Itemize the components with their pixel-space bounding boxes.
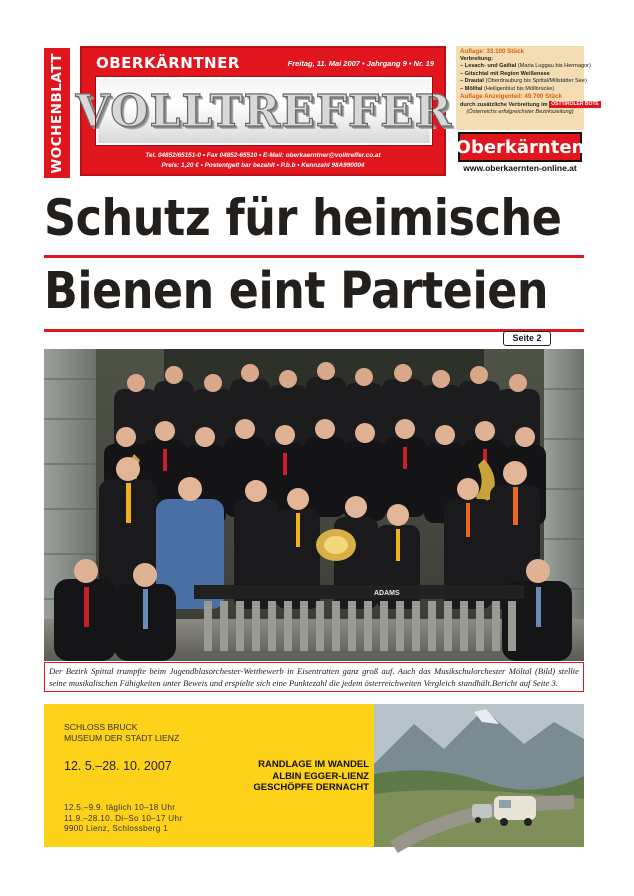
osttiroler-bote-logo: OSTTIROLER BOTE — [551, 100, 599, 107]
volltreffer-logo — [75, 77, 453, 145]
orchestra-photo-illustration — [44, 349, 584, 661]
region-item: – Drautal (Oberdrauburg bis Spittal/Millstätter See) — [460, 78, 587, 84]
region-item: – Lesach- und Gailtal (Maria Luggau bis Hermagor) — [460, 63, 591, 69]
region-item: – Gitschtal mit Region Weißensee — [460, 70, 550, 77]
headline-rule — [44, 255, 584, 258]
ad-opening-hours — [64, 803, 182, 835]
circulation-info-box — [456, 46, 599, 130]
page-reference-badge[interactable]: Seite 2 — [503, 331, 551, 346]
oberkaernten-logo[interactable]: Oberkärnten — [458, 132, 582, 162]
ad-landscape-painting — [374, 704, 584, 847]
masthead-region: OBERKÄRNTNER — [96, 54, 240, 72]
ad-hours-line-1: 12.5.–9.9. täglich 10–18 Uhr — [64, 803, 176, 812]
ad-title-line-1: RANDLAGE IM WANDEL — [258, 759, 369, 770]
ad-hours-line-2: 11.9.–28.10. Di–So 10–17 Uhr — [64, 813, 183, 823]
ad-title-line-2: ALBIN EGGER-LIENZ — [272, 770, 369, 782]
info-footnote: (Österreichs erfolgreichster Bezirkszeitung) — [466, 109, 574, 116]
issue-line: Freitag, 11. Mai 2007 • Jahrgang 9 • Nr. 19 — [287, 59, 434, 68]
side-label-text: WOCHENBLATT — [49, 52, 65, 174]
oberkaernten-url[interactable]: www.oberkaernten-online.at — [463, 163, 577, 173]
headline-line-2: Bienen eint Parteien — [44, 262, 549, 321]
museum-advertisement[interactable] — [44, 704, 584, 847]
ad-dates: 12. 5.–28. 10. 2007 — [64, 759, 172, 773]
region-item: – Mölltal (Heiligenblut bis Möllbrücke) — [460, 85, 555, 92]
headline-line-1: Schutz für heimische — [44, 189, 562, 247]
photo-caption: Der Bezirk Spittal trumpfte beim Jugendblasorchester-Wettbewerb in Eisentratten ganz groß auf. Auch das Musikschulorchester Möltal (Bild) stellte seine musikalischen Fähigkeiten unter Beweis und erspielte sich eine Punktezahl die jedem österreichweiten Vergleich standhält.Bericht auf Seite 3. — [44, 662, 584, 692]
zusatz: durch zusätzliche Verbreitung im OSTTIROLER BOTE — [460, 100, 599, 108]
ad-venue — [64, 722, 179, 743]
anzeigenteil: Auflage Anzeigenteil: 49.700 Stück — [460, 93, 562, 100]
ad-exhibition-title — [224, 759, 369, 794]
masthead-title: VOLLTREFFER — [75, 85, 453, 137]
side-label — [44, 48, 70, 178]
verbreitung-label: Verbreitung: — [460, 55, 493, 62]
ad-venue-line-2: MUSEUM DER STADT LIENZ — [64, 732, 180, 743]
orchestra-photo — [44, 349, 584, 661]
masthead — [75, 46, 453, 176]
masthead-contact — [82, 151, 444, 170]
contact-line: Tel. 04852/65151-0 • Fax 04852-65510 • E-Mail: oberkaerntner@volltreffer.co.at — [145, 152, 381, 159]
ad-venue-line-1: SCHLOSS BRUCK — [64, 722, 138, 732]
ad-hours-line-3: 9900 Lienz, Schlossberg 1 — [64, 824, 168, 833]
price-line: Preis: 1,20 € • Postentgelt bar bezahlt • P.b.b • Kennzahl 98A990004 — [161, 161, 365, 169]
ad-title-line-3: GESCHÖPFE DERNACHT — [253, 782, 369, 793]
auflage: Auflage: 33.100 Stück — [460, 48, 524, 55]
marimba-brand-label: ADAMS — [374, 590, 400, 597]
